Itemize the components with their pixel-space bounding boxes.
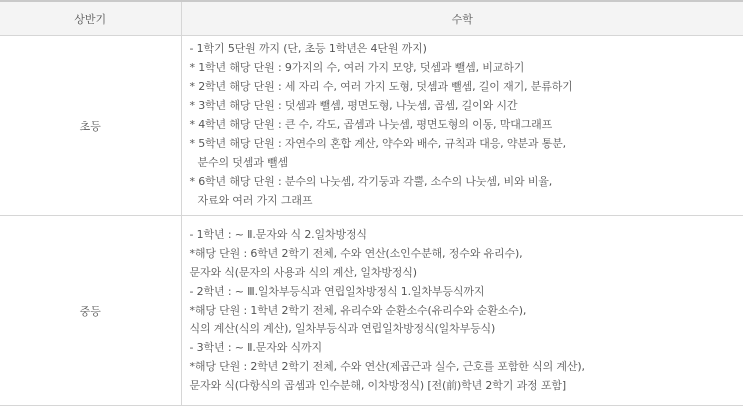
content-line: * 6학년 해당 단원 : 분수의 나눗셈, 각기둥과 각뿔, 소수의 나눗셈, 비와 비율, [190, 173, 743, 192]
content-line: 자료와 여러 가지 그래프 [190, 192, 743, 211]
content-line: - 1학년 : ~ Ⅱ.문자와 식 2.일차방정식 [190, 226, 743, 245]
content-line: * 5학년 해당 단원 : 자연수의 혼합 계산, 약수와 배수, 규칙과 대응, 약분과 통분, [190, 135, 743, 154]
content-line: - 1학기 5단원 까지 (단, 초등 1학년은 4단원 까지) [190, 40, 743, 59]
content-line: * 1학년 해당 단원 : 9가지의 수, 여러 가지 모양, 덧셈과 뺄셈, 비교하기 [190, 59, 743, 78]
content-line: 식의 계산(식의 계산), 일차부등식과 연립일차방정식(일차부등식) [190, 320, 743, 339]
header-math: 수학 [181, 1, 743, 36]
table-row-middle [0, 216, 743, 406]
header-half-year: 상반기 [0, 1, 181, 36]
content-line: * 2학년 해당 단원 : 세 자리 수, 여러 가지 도형, 덧셈과 뺄셈, 길이 재기, 분류하기 [190, 78, 743, 97]
content-line: *해당 단원 : 6학년 2학기 전체, 수와 연산(소인수분해, 정수와 유리수), [190, 245, 743, 264]
content-line: 분수의 덧셈과 뺄셈 [190, 154, 743, 173]
content-line: * 3학년 해당 단원 : 덧셈과 뺄셈, 평면도형, 나눗셈, 곱셈, 길이와 시간 [190, 97, 743, 116]
content-line: 문자와 식(다항식의 곱셈과 인수분해, 이차방정식) [전(前)학년 2학기 과정 포함] [190, 377, 743, 396]
content-middle [181, 216, 743, 406]
content-line: *해당 단원 : 1학년 2학기 전체, 유리수와 순환소수(유리수와 순환소수), [190, 302, 743, 321]
content-line: *해당 단원 : 2학년 2학기 전체, 수와 연산(제곱근과 실수, 근호를 포함한 식의 계산), [190, 358, 743, 377]
content-line: - 2학년 : ~ Ⅲ.일차부등식과 연립일차방정식 1.일차부등식까지 [190, 283, 743, 302]
header-row [0, 1, 743, 36]
category-middle: 중등 [0, 216, 181, 406]
category-elementary: 초등 [0, 36, 181, 216]
content-elementary [181, 36, 743, 216]
content-line: 문자와 식(문자의 사용과 식의 계산, 일차방정식) [190, 264, 743, 283]
table-row-elementary [0, 36, 743, 216]
content-line: * 4학년 해당 단원 : 큰 수, 각도, 곱셈과 나눗셈, 평면도형의 이동, 막대그래프 [190, 116, 743, 135]
content-line: - 3학년 : ~ Ⅱ.문자와 식까지 [190, 339, 743, 358]
